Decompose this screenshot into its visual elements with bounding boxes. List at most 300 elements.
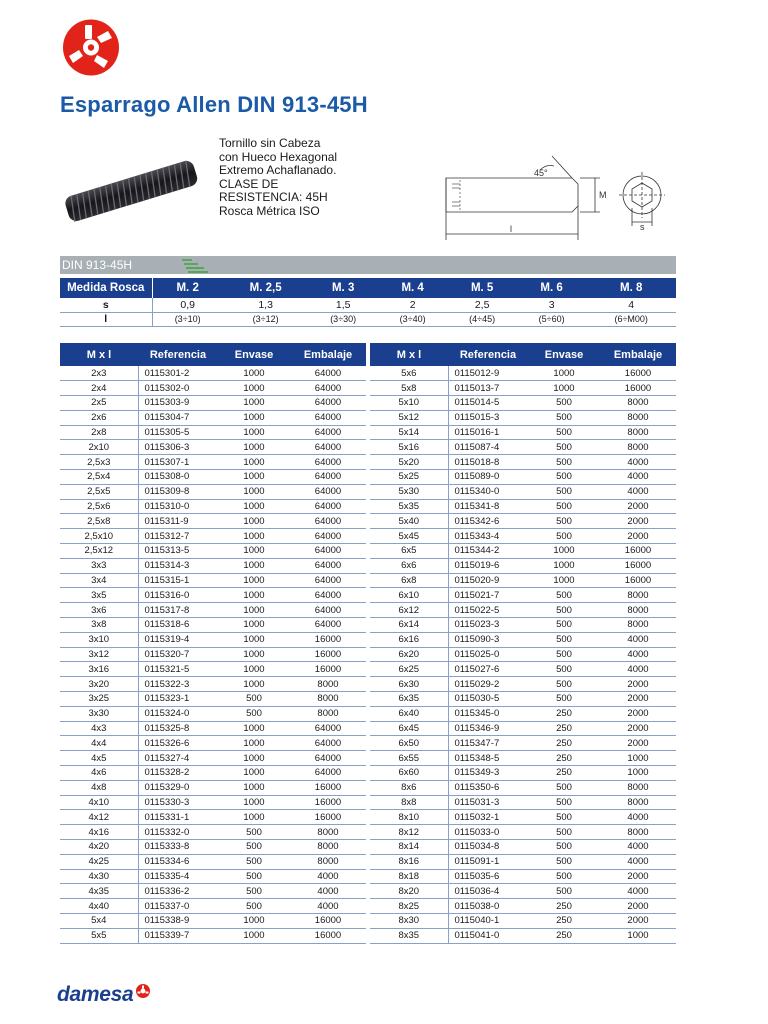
table-row (370, 573, 676, 588)
reference-cell: 0115321-5 (138, 662, 218, 677)
embalaje-cell: 2000 (600, 913, 676, 928)
embalaje-cell: 8000 (290, 692, 366, 707)
envase-cell: 1000 (218, 529, 290, 544)
embalaje-cell: 8000 (600, 396, 676, 411)
table-row (60, 766, 366, 781)
reference-cell: 0115035-6 (448, 869, 528, 884)
reference-cell: 0115029-2 (448, 677, 528, 692)
embalaje-cell: 64000 (290, 751, 366, 766)
envase-cell: 500 (218, 899, 290, 914)
table-row (370, 884, 676, 899)
embalaje-cell: 64000 (290, 470, 366, 485)
table-row (370, 795, 676, 810)
table-row (370, 736, 676, 751)
reference-cell: 0115332-0 (138, 825, 218, 840)
embalaje-cell: 2000 (600, 529, 676, 544)
size-cell: 5x10 (370, 396, 448, 411)
size-cell: 2,5x3 (60, 455, 138, 470)
embalaje-cell: 2000 (600, 721, 676, 736)
reference-cell: 0115016-1 (448, 425, 528, 440)
table-row (60, 736, 366, 751)
spec-cell: (3÷12) (223, 312, 309, 326)
table-row (60, 869, 366, 884)
envase-cell: 1000 (528, 558, 600, 573)
size-cell: 4x10 (60, 795, 138, 810)
table-row (60, 913, 366, 928)
spec-cell: 2 (378, 298, 447, 312)
envase-cell: 500 (528, 618, 600, 633)
size-cell: 6x8 (370, 573, 448, 588)
reference-cell: 0115091-1 (448, 854, 528, 869)
table-row (60, 425, 366, 440)
table-row (60, 677, 366, 692)
reference-cell: 0115326-6 (138, 736, 218, 751)
reference-cell: 0115319-4 (138, 632, 218, 647)
envase-cell: 1000 (218, 721, 290, 736)
embalaje-cell: 16000 (290, 632, 366, 647)
reference-cell: 0115336-2 (138, 884, 218, 899)
table-row (370, 396, 676, 411)
product-header-cell: M x l (370, 343, 448, 366)
table-row (60, 884, 366, 899)
size-cell: 2,5x10 (60, 529, 138, 544)
reference-cell: 0115341-8 (448, 499, 528, 514)
envase-cell: 1000 (218, 381, 290, 396)
envase-cell: 1000 (218, 410, 290, 425)
size-cell: 3x20 (60, 677, 138, 692)
envase-cell: 1000 (218, 544, 290, 559)
embalaje-cell: 4000 (290, 899, 366, 914)
size-cell: 8x18 (370, 869, 448, 884)
reference-cell: 0115328-2 (138, 766, 218, 781)
product-header-row (60, 343, 366, 366)
size-cell: 2,5x8 (60, 514, 138, 529)
reference-cell: 0115333-8 (138, 840, 218, 855)
embalaje-cell: 64000 (290, 618, 366, 633)
envase-cell: 500 (528, 470, 600, 485)
embalaje-cell: 4000 (600, 484, 676, 499)
reference-cell: 0115089-0 (448, 470, 528, 485)
embalaje-cell: 1000 (600, 766, 676, 781)
envase-cell: 500 (528, 780, 600, 795)
size-cell: 8x14 (370, 840, 448, 855)
reference-cell: 0115014-5 (448, 396, 528, 411)
envase-cell: 1000 (218, 440, 290, 455)
envase-cell: 1000 (218, 470, 290, 485)
embalaje-cell: 16000 (600, 366, 676, 381)
table-row (370, 529, 676, 544)
spec-cell: (6÷M00) (586, 312, 676, 326)
embalaje-cell: 64000 (290, 514, 366, 529)
table-row (370, 854, 676, 869)
envase-cell: 1000 (528, 573, 600, 588)
envase-cell: 500 (218, 840, 290, 855)
reference-cell: 0115025-0 (448, 647, 528, 662)
reference-cell: 0115331-1 (138, 810, 218, 825)
envase-cell: 1000 (218, 603, 290, 618)
embalaje-cell: 2000 (600, 499, 676, 514)
envase-cell: 500 (218, 869, 290, 884)
envase-cell: 500 (218, 854, 290, 869)
size-cell: 3x25 (60, 692, 138, 707)
envase-cell: 1000 (218, 662, 290, 677)
embalaje-cell: 1000 (600, 751, 676, 766)
size-cell: 6x40 (370, 706, 448, 721)
embalaje-cell: 64000 (290, 396, 366, 411)
reference-cell: 0115020-9 (448, 573, 528, 588)
size-cell: 6x60 (370, 766, 448, 781)
product-header-row (370, 343, 676, 366)
size-cell: 2,5x4 (60, 470, 138, 485)
embalaje-cell: 4000 (600, 854, 676, 869)
reference-cell: 0115022-5 (448, 603, 528, 618)
table-row (60, 470, 366, 485)
envase-cell: 500 (528, 825, 600, 840)
embalaje-cell: 64000 (290, 588, 366, 603)
size-cell: 4x4 (60, 736, 138, 751)
envase-cell: 250 (528, 899, 600, 914)
table-row (370, 381, 676, 396)
embalaje-cell: 16000 (600, 558, 676, 573)
product-description (219, 137, 337, 218)
spec-header-cell: Medida Rosca (60, 278, 152, 298)
envase-cell: 1000 (218, 780, 290, 795)
embalaje-cell: 64000 (290, 736, 366, 751)
reference-cell: 0115322-3 (138, 677, 218, 692)
size-cell: 2x5 (60, 396, 138, 411)
embalaje-cell: 64000 (290, 766, 366, 781)
envase-cell: 1000 (528, 544, 600, 559)
table-row (60, 810, 366, 825)
envase-cell: 500 (528, 869, 600, 884)
embalaje-cell: 2000 (600, 869, 676, 884)
reference-cell: 0115308-0 (138, 470, 218, 485)
embalaje-cell: 8000 (600, 795, 676, 810)
diameter-label: M (599, 190, 607, 200)
reference-cell: 0115342-6 (448, 514, 528, 529)
size-cell: 2x6 (60, 410, 138, 425)
embalaje-cell: 64000 (290, 558, 366, 573)
embalaje-cell: 8000 (600, 618, 676, 633)
table-row (60, 544, 366, 559)
envase-cell: 500 (528, 603, 600, 618)
envase-cell: 500 (528, 484, 600, 499)
size-cell: 3x5 (60, 588, 138, 603)
description-line: Extremo Achaflanado. (219, 163, 337, 177)
reference-cell: 0115347-7 (448, 736, 528, 751)
embalaje-cell: 8000 (600, 825, 676, 840)
envase-cell: 500 (528, 410, 600, 425)
table-row (370, 470, 676, 485)
envase-cell: 500 (528, 692, 600, 707)
embalaje-cell: 2000 (600, 514, 676, 529)
spec-row-s (60, 298, 676, 312)
envase-cell: 250 (528, 766, 600, 781)
table-row (60, 410, 366, 425)
table-row (60, 854, 366, 869)
size-cell: 6x25 (370, 662, 448, 677)
product-header-cell: Envase (528, 343, 600, 366)
brand-mark-icon (136, 984, 150, 998)
envase-cell: 1000 (528, 366, 600, 381)
envase-cell: 1000 (218, 573, 290, 588)
size-cell: 8x8 (370, 795, 448, 810)
table-row (370, 425, 676, 440)
size-cell: 4x8 (60, 780, 138, 795)
reference-cell: 0115343-4 (448, 529, 528, 544)
table-row (60, 514, 366, 529)
envase-cell: 1000 (218, 751, 290, 766)
reference-cell: 0115090-3 (448, 632, 528, 647)
envase-cell: 250 (528, 706, 600, 721)
reference-cell: 0115325-8 (138, 721, 218, 736)
table-row (60, 825, 366, 840)
table-row (60, 366, 366, 381)
length-label: l (510, 224, 512, 234)
embalaje-cell: 1000 (600, 928, 676, 943)
table-row (60, 603, 366, 618)
set-screw-photo (56, 150, 206, 230)
table-row (370, 544, 676, 559)
size-cell: 4x3 (60, 721, 138, 736)
table-row (60, 632, 366, 647)
embalaje-cell: 8000 (600, 410, 676, 425)
reference-cell: 0115023-3 (448, 618, 528, 633)
table-row (370, 632, 676, 647)
envase-cell: 1000 (218, 425, 290, 440)
size-cell: 3x16 (60, 662, 138, 677)
envase-cell: 500 (528, 677, 600, 692)
size-cell: 8x6 (370, 780, 448, 795)
spec-cell: 3 (517, 298, 586, 312)
table-row (370, 928, 676, 943)
reference-cell: 0115033-0 (448, 825, 528, 840)
envase-cell: 250 (528, 913, 600, 928)
size-cell: 8x10 (370, 810, 448, 825)
table-row (370, 558, 676, 573)
envase-cell: 500 (528, 529, 600, 544)
embalaje-cell: 2000 (600, 899, 676, 914)
table-row (60, 618, 366, 633)
description-line: RESISTENCIA: 45H (219, 190, 328, 204)
embalaje-cell: 4000 (600, 662, 676, 677)
envase-cell: 1000 (218, 455, 290, 470)
table-row (370, 706, 676, 721)
envase-cell: 1000 (218, 588, 290, 603)
size-cell: 5x16 (370, 440, 448, 455)
table-row (370, 913, 676, 928)
embalaje-cell: 64000 (290, 440, 366, 455)
spec-cell: 4 (586, 298, 676, 312)
envase-cell: 500 (218, 884, 290, 899)
size-cell: 5x25 (370, 470, 448, 485)
size-cell: 5x40 (370, 514, 448, 529)
embalaje-cell: 8000 (600, 603, 676, 618)
size-cell: 2,5x5 (60, 484, 138, 499)
embalaje-cell: 16000 (290, 810, 366, 825)
spec-header-cell: M. 4 (378, 278, 447, 298)
size-cell: 3x3 (60, 558, 138, 573)
embalaje-cell: 64000 (290, 603, 366, 618)
envase-cell: 500 (528, 440, 600, 455)
embalaje-cell: 4000 (600, 840, 676, 855)
embalaje-cell: 4000 (290, 869, 366, 884)
embalaje-cell: 8000 (290, 825, 366, 840)
size-cell: 6x10 (370, 588, 448, 603)
table-row (370, 869, 676, 884)
size-cell: 6x50 (370, 736, 448, 751)
table-row (60, 721, 366, 736)
size-cell: 5x6 (370, 366, 448, 381)
envase-cell: 500 (528, 662, 600, 677)
table-row (60, 706, 366, 721)
reference-cell: 0115314-3 (138, 558, 218, 573)
spec-header-cell: M. 3 (308, 278, 377, 298)
reference-cell: 0115327-4 (138, 751, 218, 766)
envase-cell: 500 (528, 455, 600, 470)
size-cell: 6x6 (370, 558, 448, 573)
envase-cell: 500 (528, 647, 600, 662)
reference-cell: 0115334-6 (138, 854, 218, 869)
reference-cell: 0115329-0 (138, 780, 218, 795)
embalaje-cell: 16000 (600, 544, 676, 559)
embalaje-cell: 16000 (290, 647, 366, 662)
embalaje-cell: 64000 (290, 484, 366, 499)
reference-cell: 0115018-8 (448, 455, 528, 470)
table-row (60, 396, 366, 411)
spec-cell: (3÷30) (308, 312, 377, 326)
embalaje-cell: 64000 (290, 573, 366, 588)
envase-cell: 1000 (218, 396, 290, 411)
product-header-cell: Envase (218, 343, 290, 366)
envase-cell: 1000 (218, 514, 290, 529)
embalaje-cell: 16000 (290, 662, 366, 677)
embalaje-cell: 64000 (290, 721, 366, 736)
envase-cell: 1000 (218, 810, 290, 825)
reference-cell: 0115301-2 (138, 366, 218, 381)
table-row (60, 662, 366, 677)
embalaje-cell: 16000 (290, 913, 366, 928)
table-row (60, 647, 366, 662)
size-cell: 3x12 (60, 647, 138, 662)
size-cell: 6x5 (370, 544, 448, 559)
size-cell: 6x55 (370, 751, 448, 766)
table-row (370, 721, 676, 736)
embalaje-cell: 2000 (600, 706, 676, 721)
size-cell: 4x20 (60, 840, 138, 855)
table-row (60, 588, 366, 603)
table-row (370, 484, 676, 499)
envase-cell: 250 (528, 751, 600, 766)
size-cell: 6x35 (370, 692, 448, 707)
spec-cell: 2,5 (447, 298, 516, 312)
description-line: CLASE DE (219, 176, 279, 191)
table-row (370, 677, 676, 692)
table-row (60, 573, 366, 588)
description-line: con Hueco Hexagonal (219, 149, 338, 164)
table-row (60, 440, 366, 455)
page-title: Esparrago Allen DIN 913-45H (60, 92, 368, 117)
size-cell: 2x3 (60, 366, 138, 381)
table-row (370, 662, 676, 677)
product-header-cell: Embalaje (600, 343, 676, 366)
table-row (370, 766, 676, 781)
embalaje-cell: 8000 (290, 706, 366, 721)
envase-cell: 250 (528, 721, 600, 736)
reference-cell: 0115030-5 (448, 692, 528, 707)
size-cell: 5x12 (370, 410, 448, 425)
table-row (370, 825, 676, 840)
embalaje-cell: 8000 (290, 854, 366, 869)
size-cell: 2x10 (60, 440, 138, 455)
reference-cell: 0115350-6 (448, 780, 528, 795)
size-cell: 4x12 (60, 810, 138, 825)
embalaje-cell: 64000 (290, 366, 366, 381)
technical-drawing (440, 150, 685, 242)
reference-cell: 0115335-4 (138, 869, 218, 884)
table-row (370, 440, 676, 455)
size-cell: 8x30 (370, 913, 448, 928)
reference-cell: 0115311-9 (138, 514, 218, 529)
table-row (370, 410, 676, 425)
envase-cell: 500 (528, 425, 600, 440)
size-cell: 5x45 (370, 529, 448, 544)
table-row (370, 618, 676, 633)
size-cell: 6x30 (370, 677, 448, 692)
table-row (370, 780, 676, 795)
reference-cell: 0115310-0 (138, 499, 218, 514)
embalaje-cell: 16000 (290, 780, 366, 795)
table-row (370, 455, 676, 470)
size-cell: 2x4 (60, 381, 138, 396)
reference-cell: 0115041-0 (448, 928, 528, 943)
table-row (370, 751, 676, 766)
table-row (60, 499, 366, 514)
damesa-logo (61, 19, 121, 76)
size-cell: 8x16 (370, 854, 448, 869)
spec-header-cell: M. 2 (152, 278, 223, 298)
size-cell: 6x12 (370, 603, 448, 618)
spec-cell: (4÷45) (447, 312, 516, 326)
table-row (370, 499, 676, 514)
envase-cell: 1000 (218, 499, 290, 514)
embalaje-cell: 64000 (290, 425, 366, 440)
product-header-cell: Referencia (448, 343, 528, 366)
embalaje-cell: 4000 (600, 810, 676, 825)
embalaje-cell: 64000 (290, 529, 366, 544)
reference-cell: 0115320-7 (138, 647, 218, 662)
embalaje-cell: 64000 (290, 455, 366, 470)
size-cell: 6x14 (370, 618, 448, 633)
reference-cell: 0115330-3 (138, 795, 218, 810)
size-cell: 4x6 (60, 766, 138, 781)
table-row (60, 840, 366, 855)
spec-header-cell: M. 5 (447, 278, 516, 298)
size-cell: 4x16 (60, 825, 138, 840)
reference-cell: 0115302-0 (138, 381, 218, 396)
size-cell: 3x30 (60, 706, 138, 721)
reference-cell: 0115315-1 (138, 573, 218, 588)
section-band-label: DIN 913-45H (62, 258, 133, 272)
product-header-cell: Referencia (138, 343, 218, 366)
table-row (370, 810, 676, 825)
envase-cell: 1000 (218, 928, 290, 943)
envase-cell: 500 (528, 854, 600, 869)
envase-cell: 500 (528, 795, 600, 810)
table-row (370, 366, 676, 381)
reference-cell: 0115317-8 (138, 603, 218, 618)
reference-cell: 0115034-8 (448, 840, 528, 855)
